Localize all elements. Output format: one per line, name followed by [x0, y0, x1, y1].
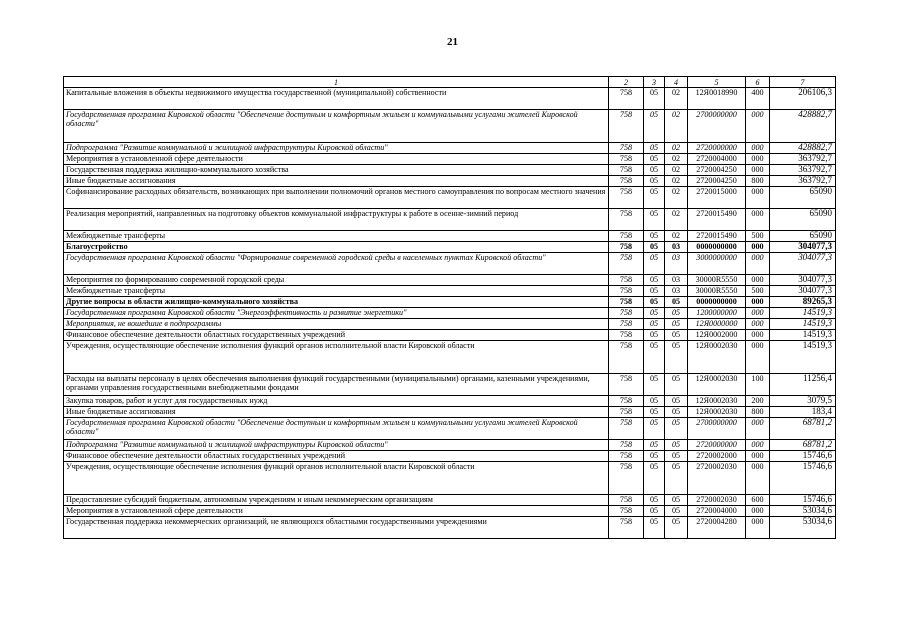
cell-gr: 758 — [609, 418, 644, 440]
cell-name: Другие вопросы в области жилищно-коммунального хозяйства — [64, 297, 609, 308]
table-row — [64, 418, 836, 440]
cell-gr: 758 — [609, 440, 644, 451]
cell-vr: 800 — [746, 407, 770, 418]
cell-rz: 05 — [644, 341, 665, 374]
table-row — [64, 374, 836, 396]
cell-sum: 304077,3 — [770, 253, 836, 275]
cell-rz: 05 — [644, 308, 665, 319]
cell-gr: 758 — [609, 517, 644, 539]
cell-sum: 53034,6 — [770, 506, 836, 517]
cell-sum: 65090 — [770, 209, 836, 231]
col-header-2: 2 — [609, 77, 644, 88]
cell-pr: 05 — [665, 495, 688, 506]
cell-csr: 2720015490 — [688, 209, 746, 231]
table-row — [64, 462, 836, 495]
cell-rz: 05 — [644, 440, 665, 451]
table-row — [64, 341, 836, 374]
header-row — [64, 77, 836, 88]
cell-vr: 000 — [746, 242, 770, 253]
cell-pr: 02 — [665, 110, 688, 143]
cell-csr: 12Я0018990 — [688, 88, 746, 110]
cell-sum: 15746,6 — [770, 451, 836, 462]
table-row — [64, 495, 836, 506]
cell-rz: 05 — [644, 506, 665, 517]
cell-sum: 183,4 — [770, 407, 836, 418]
table-row — [64, 407, 836, 418]
cell-csr: 2720000000 — [688, 143, 746, 154]
table-row — [64, 187, 836, 209]
cell-sum: 14519,3 — [770, 330, 836, 341]
cell-pr: 03 — [665, 253, 688, 275]
cell-name: Подпрограмма "Развитие коммунальной и жилищной инфраструктуры Кировской области" — [64, 440, 609, 451]
cell-sum: 53034,6 — [770, 517, 836, 539]
cell-pr: 05 — [665, 319, 688, 330]
cell-name: Государственная программа Кировской области "Энергоэффективность и развитие энергетики" — [64, 308, 609, 319]
cell-vr: 000 — [746, 517, 770, 539]
cell-vr: 000 — [746, 110, 770, 143]
cell-name: Предоставление субсидий бюджетным, автономным учреждениям и иным некоммерческим организациям — [64, 495, 609, 506]
cell-sum: 304077,3 — [770, 275, 836, 286]
cell-csr: 1200000000 — [688, 308, 746, 319]
col-header-3: 3 — [644, 77, 665, 88]
cell-csr: 12Я0002000 — [688, 330, 746, 341]
cell-name: Подпрограмма "Развитие коммунальной и жилищной инфраструктуры Кировской области" — [64, 143, 609, 154]
cell-pr: 05 — [665, 407, 688, 418]
cell-pr: 02 — [665, 88, 688, 110]
cell-gr: 758 — [609, 231, 644, 242]
cell-sum: 304077,3 — [770, 286, 836, 297]
cell-vr: 800 — [746, 176, 770, 187]
cell-name: Финансовое обеспечение деятельности областных государственных учреждений — [64, 330, 609, 341]
cell-gr: 758 — [609, 286, 644, 297]
cell-pr: 05 — [665, 440, 688, 451]
cell-csr: 2720004000 — [688, 154, 746, 165]
cell-vr: 000 — [746, 418, 770, 440]
cell-pr: 05 — [665, 341, 688, 374]
table-row — [64, 308, 836, 319]
cell-pr: 05 — [665, 506, 688, 517]
cell-rz: 05 — [644, 286, 665, 297]
cell-rz: 05 — [644, 187, 665, 209]
cell-csr: 2700000000 — [688, 418, 746, 440]
cell-name: Иные бюджетные ассигнования — [64, 407, 609, 418]
cell-pr: 05 — [665, 297, 688, 308]
cell-name: Расходы на выплаты персоналу в целях обеспечения выполнения функций государственными (муниципальными) органами, казенными учреждениями, органами управления государственными внебюджетными фондами — [64, 374, 609, 396]
cell-vr: 000 — [746, 143, 770, 154]
cell-gr: 758 — [609, 209, 644, 231]
cell-gr: 758 — [609, 187, 644, 209]
cell-vr: 100 — [746, 374, 770, 396]
cell-gr: 758 — [609, 275, 644, 286]
cell-gr: 758 — [609, 451, 644, 462]
cell-vr: 000 — [746, 462, 770, 495]
cell-csr: 2720004250 — [688, 165, 746, 176]
table-row — [64, 440, 836, 451]
table-row — [64, 88, 836, 110]
cell-rz: 05 — [644, 275, 665, 286]
budget-table — [63, 76, 836, 539]
cell-name: Государственная поддержка некоммерческих организаций, не являющихся областными государственными учреждениями — [64, 517, 609, 539]
cell-gr: 758 — [609, 165, 644, 176]
cell-pr: 03 — [665, 242, 688, 253]
cell-csr: 2720004280 — [688, 517, 746, 539]
cell-name: Государственная программа Кировской области "Обеспечение доступным и комфортным жильем и коммунальными услугами жителей Кировской области" — [64, 110, 609, 143]
cell-rz: 05 — [644, 396, 665, 407]
table-row — [64, 231, 836, 242]
table-row — [64, 396, 836, 407]
cell-sum: 68781,2 — [770, 418, 836, 440]
cell-csr: 12Я0002030 — [688, 341, 746, 374]
cell-rz: 05 — [644, 374, 665, 396]
table-row — [64, 253, 836, 275]
table-row — [64, 330, 836, 341]
cell-name: Межбюджетные трансферты — [64, 286, 609, 297]
cell-csr: 30000R5550 — [688, 275, 746, 286]
table-row — [64, 286, 836, 297]
cell-pr: 02 — [665, 154, 688, 165]
cell-rz: 05 — [644, 462, 665, 495]
cell-sum: 428882,7 — [770, 110, 836, 143]
cell-csr: 2720015000 — [688, 187, 746, 209]
cell-rz: 05 — [644, 143, 665, 154]
cell-rz: 05 — [644, 154, 665, 165]
cell-vr: 000 — [746, 275, 770, 286]
table-row — [64, 110, 836, 143]
cell-rz: 05 — [644, 231, 665, 242]
cell-vr: 000 — [746, 297, 770, 308]
cell-name: Иные бюджетные ассигнования — [64, 176, 609, 187]
table-row — [64, 154, 836, 165]
cell-rz: 05 — [644, 242, 665, 253]
cell-pr: 02 — [665, 209, 688, 231]
cell-csr: 12Я0002030 — [688, 374, 746, 396]
cell-sum: 15746,6 — [770, 462, 836, 495]
cell-pr: 05 — [665, 308, 688, 319]
cell-sum: 68781,2 — [770, 440, 836, 451]
table-row — [64, 176, 836, 187]
cell-csr: 2720004000 — [688, 506, 746, 517]
cell-sum: 363792,7 — [770, 176, 836, 187]
cell-vr: 600 — [746, 495, 770, 506]
cell-rz: 05 — [644, 253, 665, 275]
cell-sum: 206106,3 — [770, 88, 836, 110]
cell-csr: 2720000000 — [688, 440, 746, 451]
cell-gr: 758 — [609, 330, 644, 341]
table-row — [64, 165, 836, 176]
cell-sum: 15746,6 — [770, 495, 836, 506]
col-header-5: 5 — [688, 77, 746, 88]
cell-vr: 000 — [746, 319, 770, 330]
cell-csr: 12Я0002030 — [688, 396, 746, 407]
cell-name: Учреждения, осуществляющие обеспечение исполнения функций органов исполнительной власти Кировской области — [64, 462, 609, 495]
cell-gr: 758 — [609, 154, 644, 165]
cell-rz: 05 — [644, 209, 665, 231]
cell-gr: 758 — [609, 110, 644, 143]
cell-name: Государственная поддержка жилищно-коммунального хозяйства — [64, 165, 609, 176]
cell-gr: 758 — [609, 88, 644, 110]
cell-rz: 05 — [644, 330, 665, 341]
cell-sum: 3079,5 — [770, 396, 836, 407]
cell-vr: 000 — [746, 187, 770, 209]
cell-sum: 65090 — [770, 187, 836, 209]
table-body — [64, 88, 836, 539]
cell-sum: 11256,4 — [770, 374, 836, 396]
table-row — [64, 319, 836, 330]
cell-rz: 05 — [644, 407, 665, 418]
cell-name: Государственная программа Кировской области "Обеспечение доступным и комфортным жильем и коммунальными услугами жителей Кировской области" — [64, 418, 609, 440]
table-row — [64, 242, 836, 253]
cell-rz: 05 — [644, 110, 665, 143]
cell-sum: 89265,3 — [770, 297, 836, 308]
cell-vr: 500 — [746, 286, 770, 297]
cell-vr: 000 — [746, 154, 770, 165]
cell-csr: 2720004250 — [688, 176, 746, 187]
cell-gr: 758 — [609, 407, 644, 418]
cell-csr: 2720002030 — [688, 462, 746, 495]
table-row — [64, 209, 836, 231]
cell-gr: 758 — [609, 396, 644, 407]
cell-gr: 758 — [609, 462, 644, 495]
cell-pr: 02 — [665, 231, 688, 242]
cell-gr: 758 — [609, 143, 644, 154]
cell-pr: 05 — [665, 451, 688, 462]
cell-csr: 2720002030 — [688, 495, 746, 506]
cell-sum: 363792,7 — [770, 165, 836, 176]
cell-csr: 2700000000 — [688, 110, 746, 143]
cell-name: Государственная программа Кировской области "Формирование современной городской среды в населенных пунктах Кировской области" — [64, 253, 609, 275]
cell-vr: 500 — [746, 231, 770, 242]
table-row — [64, 517, 836, 539]
cell-rz: 05 — [644, 517, 665, 539]
cell-gr: 758 — [609, 495, 644, 506]
cell-gr: 758 — [609, 341, 644, 374]
cell-vr: 000 — [746, 165, 770, 176]
cell-name: Межбюджетные трансферты — [64, 231, 609, 242]
cell-name: Благоустройство — [64, 242, 609, 253]
cell-rz: 05 — [644, 297, 665, 308]
cell-pr: 05 — [665, 517, 688, 539]
cell-vr: 000 — [746, 506, 770, 517]
cell-pr: 02 — [665, 143, 688, 154]
table-row — [64, 451, 836, 462]
cell-name: Мероприятия по формированию современной городской среды — [64, 275, 609, 286]
cell-name: Мероприятия в установленной сфере деятельности — [64, 154, 609, 165]
cell-pr: 05 — [665, 418, 688, 440]
col-header-4: 4 — [665, 77, 688, 88]
col-header-1: 1 — [64, 77, 609, 88]
cell-name: Реализация мероприятий, направленных на подготовку объектов коммунальной инфраструктуры к работе в осенне-зимний период — [64, 209, 609, 231]
col-header-6: 6 — [746, 77, 770, 88]
cell-csr: 0000000000 — [688, 242, 746, 253]
cell-sum: 65090 — [770, 231, 836, 242]
cell-pr: 05 — [665, 330, 688, 341]
cell-name: Мероприятия, не вошедшие в подпрограммы — [64, 319, 609, 330]
cell-sum: 14519,3 — [770, 319, 836, 330]
cell-gr: 758 — [609, 176, 644, 187]
cell-rz: 05 — [644, 165, 665, 176]
cell-pr: 05 — [665, 396, 688, 407]
cell-vr: 000 — [746, 308, 770, 319]
cell-sum: 14519,3 — [770, 341, 836, 374]
cell-pr: 05 — [665, 462, 688, 495]
cell-csr: 30000R5550 — [688, 286, 746, 297]
cell-vr: 000 — [746, 440, 770, 451]
cell-csr: 12Я0002030 — [688, 407, 746, 418]
cell-vr: 000 — [746, 209, 770, 231]
cell-vr: 000 — [746, 451, 770, 462]
cell-name: Софинансирование расходных обязательств, возникающих при выполнении полномочий органов местного самоуправления по вопросам местного значения — [64, 187, 609, 209]
cell-csr: 2720002000 — [688, 451, 746, 462]
cell-name: Закупка товаров, работ и услуг для государственных нужд — [64, 396, 609, 407]
cell-csr: 12Я0000000 — [688, 319, 746, 330]
cell-gr: 758 — [609, 253, 644, 275]
table-row — [64, 275, 836, 286]
cell-name: Капитальные вложения в объекты недвижимого имущества государственной (муниципальной) собственности — [64, 88, 609, 110]
cell-gr: 758 — [609, 242, 644, 253]
cell-csr: 3000000000 — [688, 253, 746, 275]
cell-vr: 000 — [746, 253, 770, 275]
table-row — [64, 506, 836, 517]
cell-sum: 363792,7 — [770, 154, 836, 165]
cell-vr: 000 — [746, 341, 770, 374]
cell-name: Мероприятия в установленной сфере деятельности — [64, 506, 609, 517]
cell-gr: 758 — [609, 297, 644, 308]
cell-rz: 05 — [644, 88, 665, 110]
cell-sum: 428882,7 — [770, 143, 836, 154]
cell-vr: 000 — [746, 330, 770, 341]
cell-pr: 02 — [665, 187, 688, 209]
page-number: 21 — [447, 36, 458, 48]
cell-gr: 758 — [609, 506, 644, 517]
cell-gr: 758 — [609, 374, 644, 396]
cell-gr: 758 — [609, 308, 644, 319]
cell-rz: 05 — [644, 418, 665, 440]
cell-sum: 14519,3 — [770, 308, 836, 319]
cell-rz: 05 — [644, 451, 665, 462]
cell-rz: 05 — [644, 495, 665, 506]
cell-name: Финансовое обеспечение деятельности областных государственных учреждений — [64, 451, 609, 462]
cell-csr: 0000000000 — [688, 297, 746, 308]
table-row — [64, 143, 836, 154]
cell-pr: 05 — [665, 374, 688, 396]
cell-gr: 758 — [609, 319, 644, 330]
cell-csr: 2720015490 — [688, 231, 746, 242]
cell-rz: 05 — [644, 176, 665, 187]
cell-sum: 304077,3 — [770, 242, 836, 253]
cell-rz: 05 — [644, 319, 665, 330]
col-header-7: 7 — [770, 77, 836, 88]
cell-name: Учреждения, осуществляющие обеспечение исполнения функций органов исполнительной власти Кировской области — [64, 341, 609, 374]
cell-vr: 400 — [746, 88, 770, 110]
cell-pr: 02 — [665, 176, 688, 187]
table-row — [64, 297, 836, 308]
cell-vr: 200 — [746, 396, 770, 407]
cell-pr: 02 — [665, 165, 688, 176]
cell-pr: 03 — [665, 275, 688, 286]
cell-pr: 03 — [665, 286, 688, 297]
